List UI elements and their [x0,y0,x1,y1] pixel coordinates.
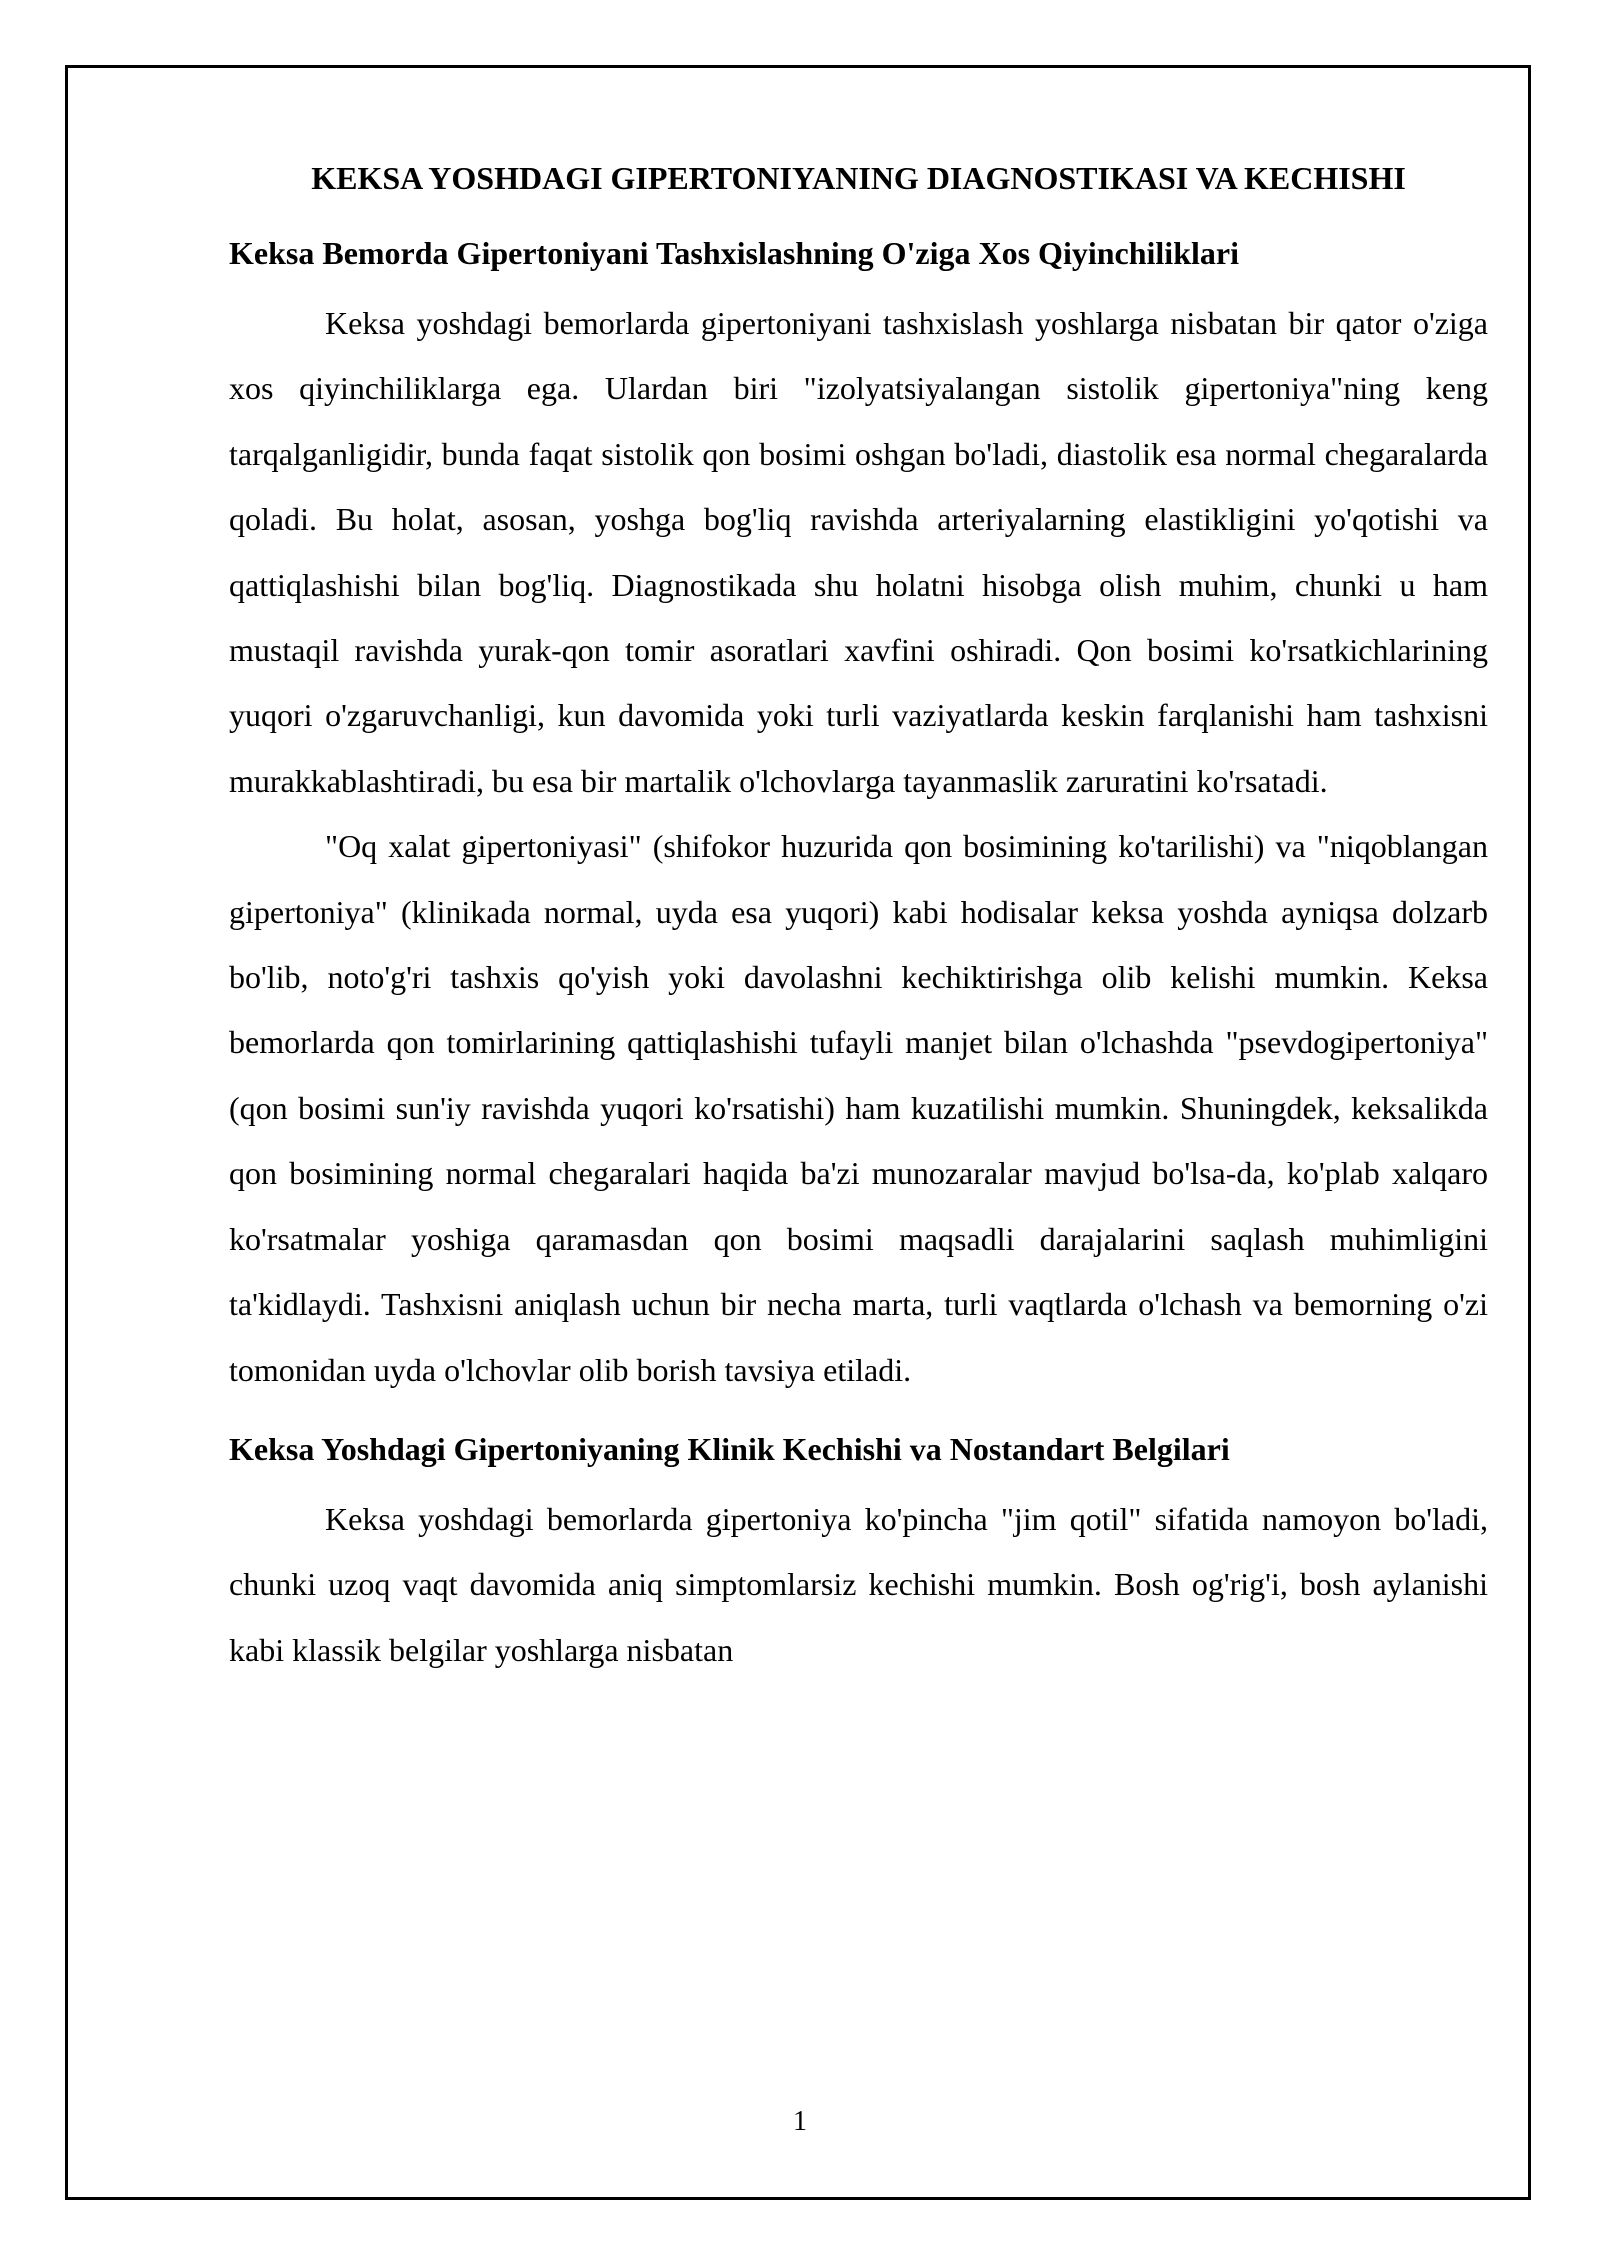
paragraph: "Oq xalat gipertoniyasi" (shifokor huzurida qon bosimining ko'tarilishi) va "niqoblangan gipertoniya" (klinikada normal, uyda esa yuqori) kabi hodisalar keksa yoshda ayniqsa dolzarb bo'lib, noto'g'ri tashxis qo'yish yoki davolashni kechiktirishga olib kelishi mumkin. Keksa bemorlarda qon tomirlarining qattiqlashishi tufayli manjet bilan o'lchashda "psevdogipertoniya" (qon bosimi sun'iy ravishda yuqori ko'rsatishi) ham kuzatilishi mumkin. Shuningdek, keksalikda qon bosimining normal chegaralari haqida ba'zi munozaralar mavjud bo'lsa-da, ko'plab xalqaro ko'rsatmalar yoshiga qaramasdan qon bosimi maqsadli darajalarini saqlash muhimligini ta'kidlaydi. Tashxisni aniqlash uchun bir necha marta, turli vaqtlarda o'lchash va bemorning o'zi tomonidan uyda o'lchovlar olib borish tavsiya etiladi. [229,828,1488,1388]
page-number: 1 [793,2106,807,2137]
section-heading-diagnosis: Keksa Bemorda Gipertoniyani Tashxislashning O'ziga Xos Qiyinchiliklari [229,235,1239,271]
document-body [229,146,1488,1683]
paragraph: Keksa yoshdagi bemorlarda gipertoniya ko'pincha "jim qotil" sifatida namoyon bo'ladi, chunki uzoq vaqt davomida aniq simptomlarsiz kechishi mumkin. Bosh og'rig'i, bosh aylanishi kabi klassik belgilar yoshlarga nisbatan [229,1500,1488,1668]
section-heading-clinical-course: Keksa Yoshdagi Gipertoniyaning Klinik Kechishi va Nostandart Belgilari [229,1430,1230,1467]
paragraph: Keksa yoshdagi bemorlarda gipertoniyani tashxislash yoshlarga nisbatan bir qator o'ziga xos qiyinchiliklarga ega. Ulardan biri "izolyatsiyalangan sistolik gipertoniya"ning keng tarqalganligidir, bunda faqat sistolik qon bosimi oshgan bo'ladi, diastolik esa normal chegaralarda qoladi. Bu holat, asosan, yoshga bog'liq ravishda arteriyalarning elastikligini yo'qotishi va qattiqlashishi bilan bog'liq. Diagnostikada shu holatni hisobga olish muhim, chunki u ham mustaqil ravishda yurak-qon tomir asoratlari xavfini oshiradi. Qon bosimi ko'rsatkichlarining yuqori o'zgaruvchanligi, kun davomida yoki turli vaziyatlarda keskin farqlanishi ham tashxisni murakkablashtiradi, bu esa bir martalik o'lchovlarga tayanmaslik zaruratini ko'rsatadi. [229,305,1488,799]
document-title: KEKSA YOSHDAGI GIPERTONIYANING DIAGNOSTIKASI VA KECHISHI [311,160,1406,196]
